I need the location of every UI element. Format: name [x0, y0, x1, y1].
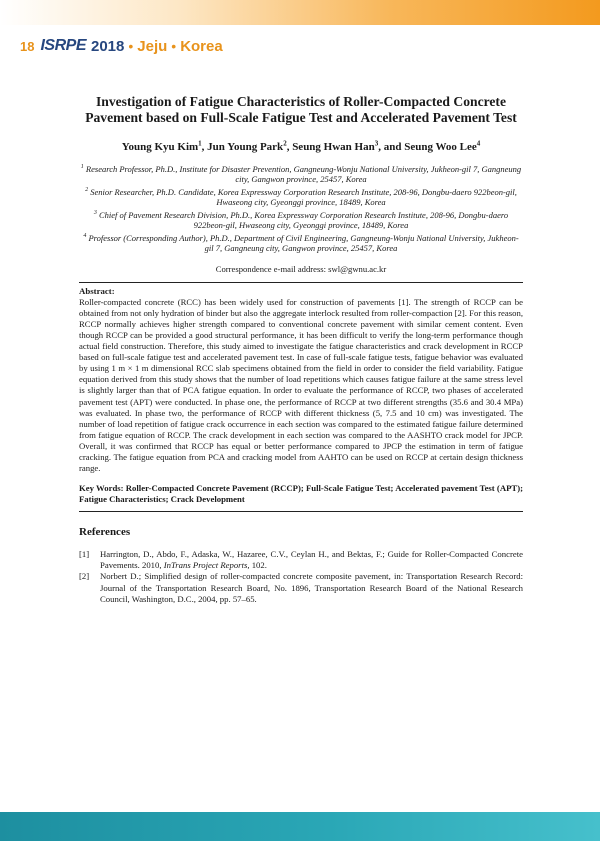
affiliation: $^2$ Senior Researcher, Ph.D. Candidate, Korea Expressway Corporation Research Institute, 208-96, Dongbu-daero 922beon-gil, Hwaseong city, Gyeonggi province, 18489, Korea	[85, 186, 517, 208]
abstract-text: Roller-compacted concrete (RCC) has been widely used for construction of pavements [1]. The strength of RCCP can be obtained from not only hydration of binder but also the aggregate interlock resulted from roller-compaction [2]. For this reason, RCCP normally achieves higher strength compared to conventional concrete pavement with similar cement content. Even though RCCP can be provided a good structural performance, it has been difficult to verify the long-term performance though actual field construction. Therefore, this study aimed to investigate the fatigue characteristics and crack development in RCCP based on full-scale fatigue test and accelerated pavement test. In case of full-scale fatigue tests, fatigue behavior was evaluated by using 1 m × 1 m dimensional RCC slab specimens obtained from the field in order to consider the field variability. Fatigue equation derived from this study shows that the number of load repetitions which causes fatigue failure at the same stress level is slightly larger than that of PCA fatigue equation. In order to evaluate the performance of RCCP, two phases of accelerated pavement test (APT) were conducted. In phase one, the performance of RCCP at two different strengths (35.6 and 30.4 MPa) was evaluated. In phase two, the performance of RCCP with different thickness (5, 7.5 and 10 cm) was investigated. The number of load repetition of fatigue crack occurrence in each section was compared to the estimated fatigue failure determined from fatigue equation of RCCP. The crack development in each section was compared to the AASHTO crack model for JPCP. Overall, it was confirmed that RCCP has equal or better performance compared to JPCP the estimation in term of fatigue cracking. The fatigue equation from PCA and cracking model from AAHTO can be used on RCCP at certain design thickness range.	[79, 296, 523, 474]
affiliation: $^3$ Chief of Pavement Research Division, Ph.D., Korea Expressway Corporation Research Institute, 208-96, Dongbu-daero 922beon-gil, Hwaseong city, Gyeonggi province, 18489, Korea	[93, 209, 509, 231]
affiliations	[79, 162, 523, 254]
author: Jun Young Park$^2$,	[207, 139, 293, 153]
conference-year: 2018	[90, 37, 125, 55]
header-separator: •	[128, 38, 134, 54]
reference-text: Harrington, D., Abdo, F., Adaska, W., Hazaree, C.V., Ceylan H., and Bektas, F.; Guide for Roller-Compacted Concrete Pavements. 2010, InTrans Project Reports, 102.	[100, 549, 523, 571]
keywords: Key Words: Roller-Compacted Concrete Pavement (RCCP); Full-Scale Fatigue Test; Accelerated pavement Test (APT); Fatigue Characteristics; Crack Development	[79, 483, 523, 505]
paper-body	[79, 94, 523, 605]
reference-number: [2]	[79, 571, 90, 582]
author: Young Kyu Kim$^1$,	[121, 139, 208, 153]
correspondence-email: Correspondence e-mail address: swl@gwnu.ac.kr	[215, 263, 387, 274]
page-number: 18	[20, 38, 35, 54]
title-line: Investigation of Fatigue Characteristics of Roller-Compacted Concrete	[96, 94, 506, 109]
reference-text: Norbert D.; Simplified design of roller-compacted concrete composite pavement, in: Transportation Research Record: Journal of the Transportation Research Board, No. 1896, Transportation Research Board of the National Research Council, Washington, D.C., 2004, pp. 57–65.	[100, 571, 523, 604]
author: Seung Hwan Han$^3$, and	[292, 139, 405, 153]
conference-city: Jeju	[137, 37, 168, 55]
reference-list	[79, 549, 523, 604]
reference-item	[79, 549, 523, 571]
conference-country: Korea	[180, 37, 223, 55]
top-banner	[0, 0, 600, 25]
conference-header	[20, 35, 223, 57]
divider	[79, 282, 523, 283]
conference-logo: ISRPE	[40, 37, 86, 54]
affiliation: $^1$ Research Professor, Ph.D., Institute for Disaster Prevention, Gangneung-Wonju National University, Jukheon-gil 7, Gangneung city, Gangwon province, 25457, Korea	[80, 163, 522, 185]
author: Seung Woo Lee$^4$	[404, 139, 481, 153]
reference-item	[79, 571, 523, 604]
bottom-banner	[0, 812, 600, 841]
title-line: Pavement based on Full-Scale Fatigue Test and Accelerated Pavement Test	[85, 110, 517, 125]
affiliation: $^4$ Professor (Corresponding Author), Ph.D., Department of Civil Engineering, Gangneung-Wonju National University, Jukheon-gil 7, Gangneung city, Gangwon province, 25457, Korea	[83, 232, 519, 254]
author-list	[79, 139, 523, 153]
header-separator: •	[171, 38, 177, 54]
reference-number: [1]	[79, 549, 90, 560]
references-heading: References	[79, 526, 131, 539]
divider	[79, 511, 523, 512]
abstract-heading: Abstract:	[79, 285, 115, 296]
paper-title	[79, 94, 523, 126]
